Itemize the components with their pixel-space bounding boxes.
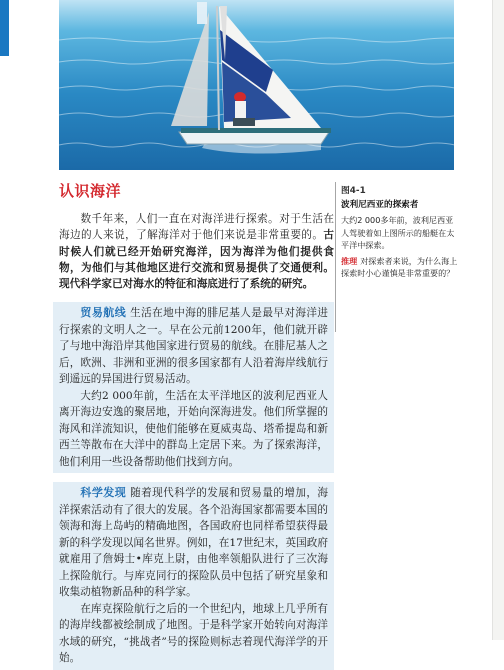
science-paragraph-1: 随着现代科学的发展和贸易量的增加，海洋探索活动有了很大的发展。各个沿海国家都需要本国的领海和海上岛屿的精确地图，各国政府也同样希望获得最新的科学发现以闻名世界。例如，在17世纪末，英国政府就雇用了詹姆士•库克上尉，由他率领船队进行了三次海上探险航行。与库克同行的探险队员中包括了研究星象和收集动植物新品种的科学家。 <box>59 487 329 599</box>
page-gutter <box>492 0 504 640</box>
intro-text: 数千年来，人们一直在对海洋进行探索。对于生活在海边的人来说，了解海洋对于他们来说是非常重要的。 <box>59 213 334 242</box>
chapter-tab <box>0 0 9 56</box>
inference-label: 推理 <box>341 255 358 266</box>
science-paragraph-2: 在库克探险航行之后的一个世纪内，地球上几乎所有的海岸线都被绘制成了地图。于是科学家开始转向对海洋水域的研究，“挑战者”号的探险则标志着现代海洋学的开始。 <box>59 602 328 665</box>
trade-paragraph-1: 生活在地中海的腓尼基人是最早对海洋进行探索的文明人之一。早在公元前1200年，他们就开辟了与地中海沿岸其他国家进行贸易的航线。在腓尼基人之后，欧洲、非洲和亚洲的很多国家都有人沿着海岸线航行到遥远的异国进行贸易活动。 <box>59 307 329 386</box>
sailboat-photo <box>59 0 454 170</box>
inference-text: 对探索者来说，为什么海上探索时小心谨慎是非常重要的？ <box>341 255 458 278</box>
trade-paragraph-2: 大约2 000年前，生活在太平洋地区的波利尼西亚人离开海边安逸的聚居地，开始向深海进发。他们所掌握的海风和洋流知识，使他们能够在夏威夷岛、塔希提岛和新西兰等散布在大洋中的群岛上定居下来。为了探索海洋，他们利用一些设备帮助他们找到方向。 <box>59 389 328 468</box>
trade-block <box>53 302 334 473</box>
science-block <box>53 482 334 670</box>
sidebar-divider <box>335 182 336 332</box>
intro-paragraph <box>59 211 334 292</box>
science-kicker: 科学发现 <box>80 486 127 500</box>
figure-sidebar <box>341 183 461 280</box>
figure-label: 图4-1 <box>341 186 366 196</box>
trade-kicker: 贸易航线 <box>80 306 127 320</box>
inference-question <box>341 255 461 280</box>
figure-title: 波利尼西亚的探索者 <box>341 200 419 210</box>
main-column <box>59 176 334 665</box>
figure-caption: 大约2 000多年前，波利尼西亚人驾驶着如上图所示的船艇在太平洋中探索。 <box>341 215 455 250</box>
intro-bold-text: 古时候人们就已经开始研究海洋，因为海洋为他们提供食物，为他们与其他地区进行交流和贸易提供了交通便利。现代科学家已对海水的特征和海底进行了系统的研究。 <box>59 229 334 291</box>
section-title: 认识海洋 <box>59 182 122 200</box>
